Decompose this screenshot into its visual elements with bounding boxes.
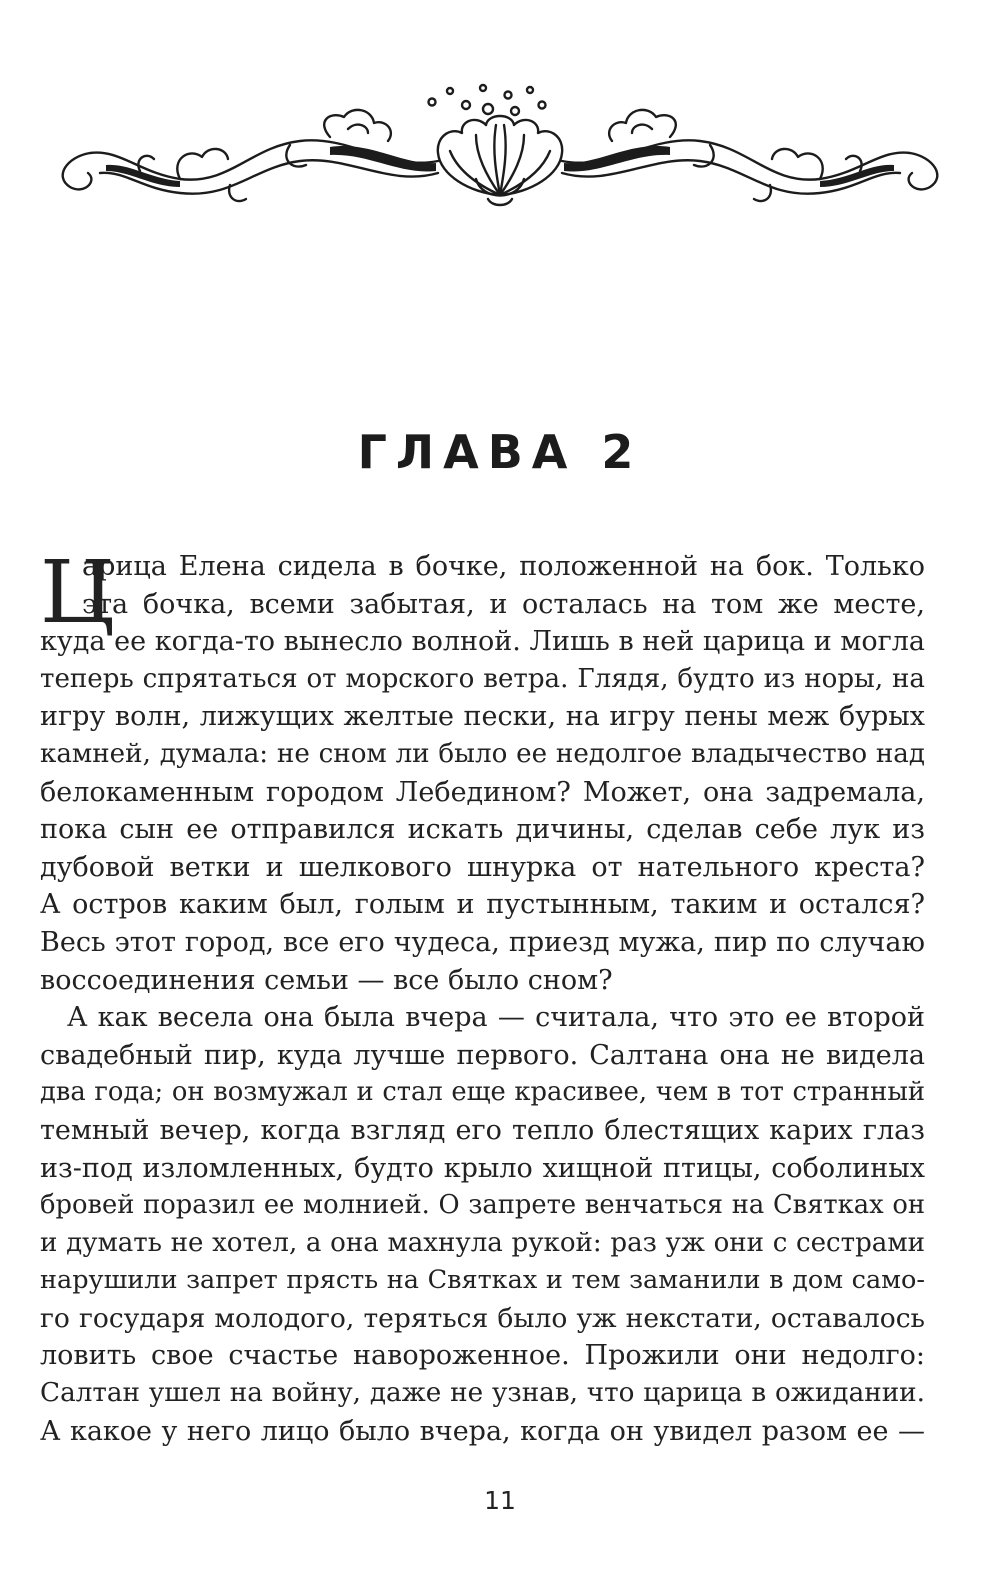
chapter-body-text: [40, 543, 925, 1450]
text-line: темный вечер, когда взгляд его тепло блестящих карих глаз: [40, 1114, 925, 1146]
baroque-shell-scroll-ornament-icon: [30, 75, 970, 220]
text-line: нарушили запрет прясть на Святках и тем заманили в дом само-: [40, 1265, 925, 1296]
text-line: Салтан ушел на войну, даже не узнав, что царица в ожидании.: [40, 1378, 925, 1409]
text-line: куда ее когда-то вынесло волной. Лишь в ней царица и могла: [40, 626, 925, 658]
text-line: камней, думала: не сном ли было ее недолгое владычество над: [40, 738, 925, 769]
text-line: арица Елена сидела в бочке, положенной на бок. Только: [82, 551, 925, 582]
text-line: эта бочка, всеми забытая, и осталась на том же месте,: [82, 588, 925, 620]
text-line: свадебный пир, куда лучше первого. Салтана она не видела: [40, 1039, 925, 1071]
text-line: игру волн, лижущих желтые пески, на игру пены меж бурых: [40, 701, 925, 733]
text-line: Весь этот город, все его чудеса, приезд мужа, пир по случаю: [40, 926, 925, 958]
drop-cap-letter: Ц: [40, 543, 115, 643]
text-line: пока сын ее отправился искать дичины, сделав себе лук из: [40, 814, 925, 846]
text-line: А как весела она была вчера — считала, что это ее второй: [67, 1002, 925, 1034]
text-line: ловить свое счастье навороженное. Прожили они недолго:: [40, 1340, 925, 1372]
text-line: теперь спрятаться от морского ветра. Глядя, будто из норы, на: [40, 663, 925, 694]
text-line: А какое у него лицо было вчера, когда он увидел разом ее —: [40, 1415, 925, 1447]
text-line: два года; он возмужал и стал еще красивее, чем в тот странный: [40, 1077, 925, 1108]
text-line: го государя молодого, теряться было уж некстати, оставалось: [40, 1302, 925, 1334]
text-line: и думать не хотел, а она махнула рукой: раз уж они с сестрами: [40, 1227, 925, 1258]
text-line: белокаменным городом Лебедином? Может, она задремала,: [40, 776, 925, 808]
text-line: из-под изломленных, будто крыло хищной птицы, соболиных: [40, 1152, 925, 1184]
text-line: воссоединения семьи — все было сном?: [40, 964, 613, 996]
text-line: дубовой ветки и шелкового шнурка от нательного креста?: [40, 851, 925, 883]
chapter-title: ГЛАВА 2: [357, 425, 643, 479]
text-line: А остров каким был, голым и пустынным, таким и остался?: [40, 889, 925, 921]
text-line: бровей поразил ее молнией. О запрете венчаться на Святках он: [40, 1190, 925, 1221]
page-number: 11: [484, 1486, 516, 1515]
